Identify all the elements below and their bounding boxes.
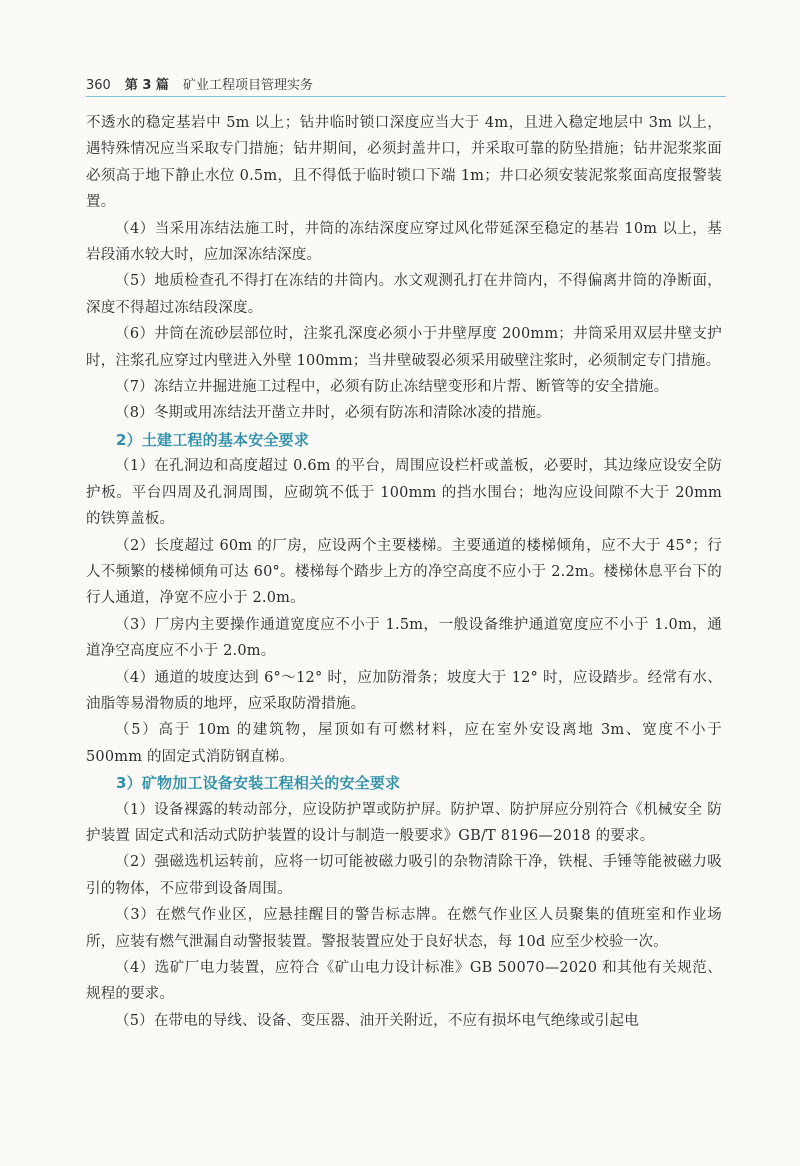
- page-header: [86, 74, 722, 93]
- paragraph: （3）在燃气作业区，应悬挂醒目的警告标志牌。在燃气作业区人员聚集的值班室和作业场所，应装有燃气泄漏自动警报装置。警报装置应处于良好状态，每 10d 应至少校验一次。: [86, 907, 722, 950]
- section-heading: 3）矿物加工设备安装工程相关的安全要求: [116, 774, 401, 793]
- paragraph: （4）当采用冻结法施工时，井筒的冻结深度应穿过风化带延深至稳定的基岩 10m 以上，基岩段涌水较大时，应加深冻结深度。: [86, 220, 722, 264]
- paragraph: （5）在带电的导线、设备、变压器、油开关附近，不应有损坏电气绝缘或引起电: [115, 1012, 639, 1029]
- paragraph: （6）井筒在流砂层部位时，注浆孔深度必须小于井壁厚度 200mm；井筒采用双层井壁支护时，注浆孔应穿过内壁进入外壁 100mm；当井壁破裂必须采用破壁注浆时，必须制定专门措施。: [86, 326, 722, 369]
- page-body: [86, 110, 722, 1034]
- paragraph: （2）强磁选机运转前，应将一切可能被磁力吸引的杂物清除干净，铁棍、手锤等能被磁力吸引的物体，不应带到设备周围。: [86, 854, 722, 897]
- paragraph: （2）长度超过 60m 的厂房，应设两个主要楼梯。主要通道的楼梯倾角，应不大于 45°；行人不频繁的楼梯倾角可达 60°。楼梯每个踏步上方的净空高度不应小于 2.2m。楼梯休息平台下的行人通道，净宽不应小于 2.0m。: [86, 537, 722, 607]
- paragraph: （5）地质检查孔不得打在冻结的井筒内。水文观测孔打在井筒内，不得偏离井筒的净断面，深度不得超过冻结段深度。: [86, 273, 722, 316]
- paragraph: （1）设备裸露的转动部分，应设防护罩或防护屏。防护罩、防护屏应分别符合《机械安全 防护装置 固定式和活动式防护装置的设计与制造一般要求》GB/T 8196—2018 的要求。: [86, 801, 722, 844]
- paragraph: （4）通道的坡度达到 6°～12° 时，应加防滑条；坡度大于 12° 时，应设踏步。经常有水、油脂等易滑物质的地坪，应采取防滑措施。: [86, 669, 722, 712]
- paragraph: （7）冻结立井掘进施工过程中，必须有防止冻结壁变形和片帮、断管等的安全措施。: [115, 379, 669, 396]
- part-label: 第 3 篇: [124, 78, 169, 93]
- paragraph: （8）冬期或用冻结法开凿立井时，必须有防冻和清除冰凌的措施。: [115, 405, 551, 422]
- paragraph: （1）在孔洞边和高度超过 0.6m 的平台，周围应设栏杆或盖板，必要时，其边缘应设安全防护板。平台四周及孔洞周围，应砌筑不低于 100mm 的挡水围台；地沟应设间隙不大于 20mm 的铁箅盖板。: [86, 458, 722, 528]
- paragraph: 不透水的稳定基岩中 5m 以上；钻井临时锁口深度应当大于 4m，且进入稳定地层中 3m 以上，遇特殊情况应当采取专门措施；钻井期间，必须封盖井口，并采取可靠的防坠措施；钻井泥浆浆面必须高于地下静止水位 0.5m，且不得低于临时锁口下端 1m；井口必须安装泥浆浆面高度报警装置。: [86, 115, 722, 211]
- book-title: 矿业工程项目管理实务: [182, 78, 313, 93]
- paragraph: （5）高于 10m 的建筑物，屋顶如有可燃材料，应在室外安设离地 3m、宽度不小于 500mm 的固定式消防钢直梯。: [86, 722, 722, 765]
- paragraph: （4）选矿厂电力装置，应符合《矿山电力设计标准》GB 50070—2020 和其他有关规范、规程的要求。: [86, 960, 722, 1003]
- section-heading: 2）土建工程的基本安全要求: [116, 430, 310, 449]
- paragraph: （3）厂房内主要操作通道宽度应不小于 1.5m，一般设备维护通道宽度应不小于 1.0m，通道净空高度应不小于 2.0m。: [86, 616, 722, 660]
- page-number: 360: [86, 78, 111, 93]
- header-rule: [86, 96, 726, 97]
